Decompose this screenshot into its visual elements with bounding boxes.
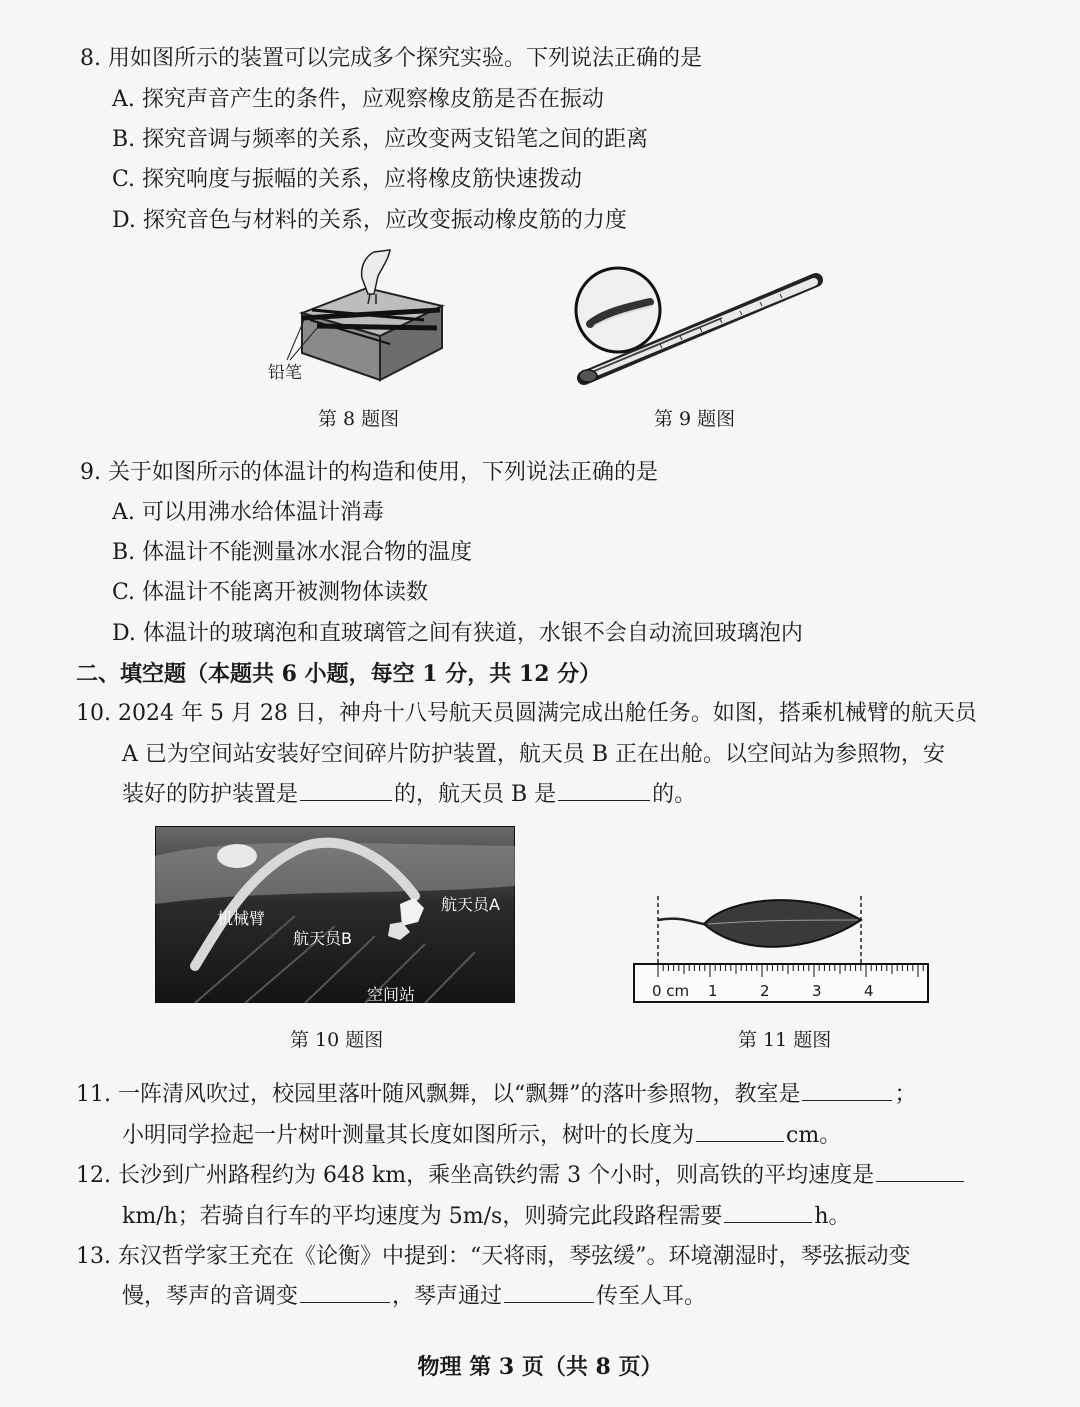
q9-stem: 9. 关于如图所示的体温计的构造和使用，下列说法正确的是: [80, 460, 658, 485]
q13-line2: [122, 1282, 706, 1312]
q11-caption: 第 11 题图: [738, 1029, 832, 1051]
q9-option-a: A. 可以用沸水给体温计消毒: [112, 500, 384, 525]
q10-text-b: 的，航天员 B 是: [394, 782, 557, 807]
q12-text-c: h。: [814, 1204, 851, 1229]
q12-line2: [122, 1202, 851, 1232]
q12-text-a: 12. 长沙到广州路程约为 648 km，乘坐高铁约需 3 个小时，则高铁的平均速度是: [76, 1163, 875, 1188]
q10-figure: [155, 826, 515, 1003]
q11-text-b: ；: [894, 1082, 917, 1107]
q10-line1: 10. 2024 年 5 月 28 日，神舟十八号航天员圆满完成出舱任务。如图，搭乘机械臂的航天员: [76, 701, 977, 726]
label-space-station: 空间站: [367, 985, 416, 1004]
q11-text-a: 11. 一阵清风吹过，校园里落叶随风飘舞，以“飘舞”的落叶参照物，教室是: [76, 1082, 801, 1107]
label-astronaut-b: 航天员B: [293, 929, 352, 948]
label-astronaut-a: 航天员A: [441, 895, 500, 914]
q10-blank-1[interactable]: [300, 780, 392, 801]
q9-option-b: B. 体温计不能测量冰水混合物的温度: [112, 540, 473, 565]
ruler-tick-1: 1: [708, 982, 718, 1000]
q11-line2: [122, 1121, 841, 1151]
q8-option-c: C. 探究响度与振幅的关系，应将橡皮筋快速拨动: [112, 167, 583, 192]
q10-text-c: 的。: [652, 782, 697, 807]
q13-text-b: ，琴声通过: [392, 1284, 503, 1309]
q8-caption: 第 8 题图: [318, 408, 400, 430]
ruler-tick-2: 2: [760, 982, 770, 1000]
q13-blank-2[interactable]: [504, 1282, 594, 1303]
q10-line2: A 已为空间站安装好空间碎片防护装置，航天员 B 正在出舱。以空间站为参照物，安: [122, 742, 946, 767]
q13-line1: 13. 东汉哲学家王充在《论衡》中提到：“天将雨，琴弦缓”。环境潮湿时，琴弦振动变: [76, 1244, 911, 1269]
q12-blank-2[interactable]: [724, 1202, 812, 1223]
q9-option-c: C. 体温计不能离开被测物体读数: [112, 580, 429, 605]
q10-text-a: 装好的防护装置是: [122, 782, 299, 807]
q13-text-c: 传至人耳。: [596, 1284, 707, 1309]
q8-option-d: D. 探究音色与材料的关系，应改变振动橡皮筋的力度: [112, 208, 627, 233]
q10-line3: [122, 780, 696, 810]
q10-blank-2[interactable]: [558, 780, 650, 801]
q12-text-b: km/h；若骑自行车的平均速度为 5m/s，则骑完此段路程需要: [122, 1204, 723, 1229]
ruler-tick-0: 0 cm: [652, 982, 690, 1000]
thermometer-illustration: [572, 262, 834, 390]
section-heading: 二、填空题（本题共 6 小题，每空 1 分，共 12 分）: [76, 661, 602, 687]
q11-blank-2[interactable]: [696, 1121, 784, 1142]
ruler-tick-4: 4: [864, 982, 874, 1000]
q13-text-a: 慢，琴声的音调变: [122, 1284, 299, 1309]
page-footer: 物理 第 3 页（共 8 页）: [417, 1354, 663, 1380]
q12-blank-1[interactable]: [876, 1161, 964, 1182]
ruler-tick-3: 3: [812, 982, 822, 1000]
q11-text-c: 小明同学捡起一片树叶测量其长度如图所示，树叶的长度为: [122, 1123, 695, 1148]
label-robotic-arm: 机械臂: [217, 909, 266, 928]
q10-caption: 第 10 题图: [290, 1029, 384, 1051]
q9-caption: 第 9 题图: [654, 408, 736, 430]
q8-stem: 8. 用如图所示的装置可以完成多个探究实验。下列说法正确的是: [80, 46, 702, 71]
q12-line1: [76, 1161, 966, 1191]
q9-figure: [572, 262, 834, 390]
q9-option-d: D. 体温计的玻璃泡和直玻璃管之间有狭道，水银不会自动流回玻璃泡内: [112, 621, 803, 646]
q11-text-d: cm。: [786, 1123, 842, 1148]
q8-option-b: B. 探究音调与频率的关系，应改变两支铅笔之间的距离: [112, 127, 649, 152]
q13-blank-1[interactable]: [300, 1282, 390, 1303]
q8-option-a: A. 探究声音产生的条件，应观察橡皮筋是否在振动: [112, 87, 604, 112]
q11-figure: [630, 890, 932, 1006]
pencil-label: 铅笔: [268, 363, 302, 383]
q11-blank-1[interactable]: [802, 1080, 892, 1101]
q11-line1: [76, 1080, 917, 1110]
